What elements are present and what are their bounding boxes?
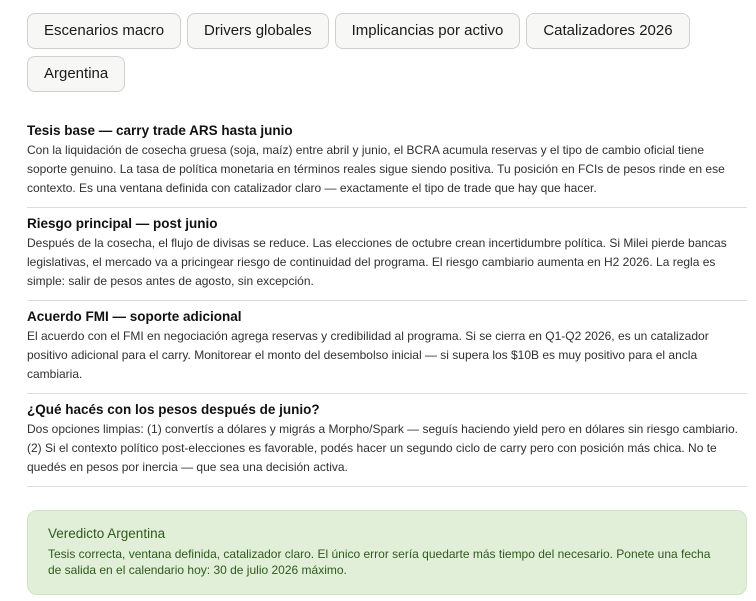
section-acuerdo-fmi: [27, 301, 747, 394]
section-riesgo-principal: [27, 208, 747, 301]
section-body: Dos opciones limpias: (1) convertís a dólares y migrás a Morpho/Spark — seguís haciendo yield pero en dólares sin riesgo cambiario. (2) Si el contexto político post-elecciones es favorable, podés hacer un segundo ciclo de carry pero con posición más chica. No te quedés en pesos por inercia — que sea una decisión activa.: [27, 422, 739, 474]
tab-drivers-globales[interactable]: Drivers globales: [187, 13, 329, 49]
section-title: ¿Qué hacés con los pesos después de junio?: [27, 402, 320, 417]
section-title: Tesis base — carry trade ARS hasta junio: [27, 123, 293, 138]
tab-catalizadores-2026[interactable]: Catalizadores 2026: [526, 13, 689, 49]
tab-bar: [27, 13, 747, 92]
section-body: Con la liquidación de cosecha gruesa (soja, maíz) entre abril y junio, el BCRA acumula reservas y el tipo de cambio oficial tiene soporte genuino. La tasa de política monetaria en términos reales sigue siendo positiva. Tu posición en FCIs de pesos rinde en ese contexto. Es una ventana definida con catalizador claro — exactamente el tipo de trade que hay que hacer.: [27, 143, 725, 195]
analysis-sections: [27, 115, 747, 487]
verdict-body: Tesis correcta, ventana definida, catalizador claro. El único error sería quedarte más tiempo del necesario. Ponete una fecha de salida en el calendario hoy: 30 de julio 2026 máximo.: [48, 547, 711, 577]
section-title: Acuerdo FMI — soporte adicional: [27, 309, 242, 324]
section-tesis-base: [27, 115, 747, 208]
section-body: Después de la cosecha, el flujo de divisas se reduce. Las elecciones de octubre crean incertidumbre política. Si Milei pierde bancas legislativas, el mercado va a pricingear riesgo de continuidad del programa. El riesgo cambiario aumenta en H2 2026. La regla es simple: salir de pesos antes de agosto, sin excepción.: [27, 236, 727, 288]
verdict-callout: [27, 510, 747, 595]
verdict-title: Veredicto Argentina: [48, 526, 166, 541]
section-que-haces-con-los-pesos: [27, 394, 747, 487]
tab-implicancias-por-activo[interactable]: Implicancias por activo: [335, 13, 521, 49]
tab-argentina[interactable]: Argentina: [27, 56, 125, 92]
section-title: Riesgo principal — post junio: [27, 216, 218, 231]
section-body: El acuerdo con el FMI en negociación agrega reservas y credibilidad al programa. Si se cierra en Q1-Q2 2026, es un catalizador positivo adicional para el carry. Monitorear el monto del desembolso inicial — si supera los $10B es muy positivo para el ancla cambiaria.: [27, 329, 709, 381]
tab-escenarios-macro[interactable]: Escenarios macro: [27, 13, 181, 49]
